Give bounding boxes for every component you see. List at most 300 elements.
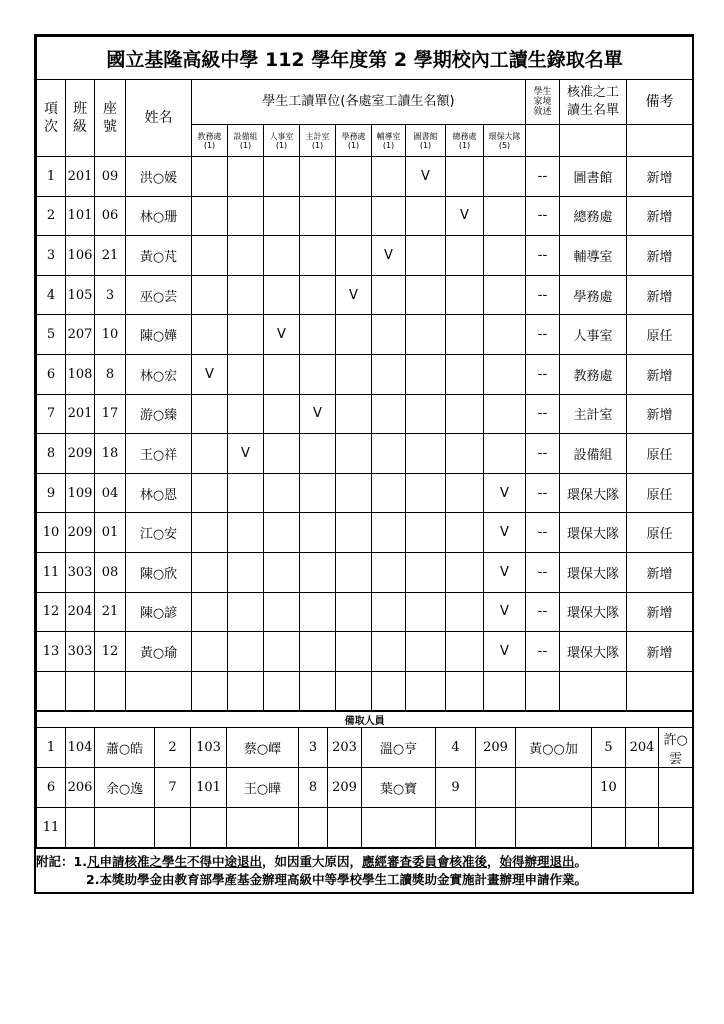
unit-cell (372, 513, 406, 553)
student-name: 林○恩 (126, 473, 192, 513)
approved-unit: 學務處 (560, 275, 627, 315)
item-number: 1 (37, 157, 66, 197)
unit-cell (336, 157, 372, 197)
alt-class: 104 (66, 728, 95, 768)
table-row (37, 354, 693, 394)
check-mark: V (300, 394, 336, 434)
unit-cell (406, 513, 446, 553)
alt-name (362, 808, 436, 848)
header-seat: 座號 (95, 80, 126, 157)
unit-cell (484, 434, 526, 474)
class-code: 303 (66, 552, 95, 592)
student-name: 江○安 (126, 513, 192, 553)
student-name: 陳○諺 (126, 592, 192, 632)
unit-cell (228, 157, 264, 197)
alt-class: 101 (191, 768, 227, 808)
unit-cell (446, 236, 484, 276)
class-code: 101 (66, 196, 95, 236)
unit-quota: (1) (311, 140, 324, 150)
table-row (37, 434, 693, 474)
unit-cell (484, 354, 526, 394)
unit-cell (336, 236, 372, 276)
table-row (37, 592, 693, 632)
approved-unit: 環保大隊 (560, 552, 627, 592)
item-number: 2 (37, 196, 66, 236)
unit-cell (300, 354, 336, 394)
alt-class (191, 808, 227, 848)
remark: 原任 (627, 315, 693, 355)
unit-name: 環保大隊 (488, 131, 521, 141)
unit-cell (372, 196, 406, 236)
unit-cell (228, 236, 264, 276)
alt-name: 許○雲 (659, 728, 693, 768)
unit-cell (192, 196, 228, 236)
alt-class: 204 (626, 728, 659, 768)
narrative: -- (526, 592, 560, 632)
unit-cell (228, 354, 264, 394)
unit-cell (372, 592, 406, 632)
approved-unit: 輔導室 (560, 236, 627, 276)
approved-unit: 圖書館 (560, 157, 627, 197)
approved-unit: 環保大隊 (560, 632, 627, 672)
table-row (37, 552, 693, 592)
empty-header-cell (526, 125, 560, 157)
alt-name: 蔡○嶧 (227, 728, 299, 768)
check-mark: V (406, 157, 446, 197)
unit-cell (406, 632, 446, 672)
alt-number (436, 808, 476, 848)
note-line-2: 2.本獎助學金由教育部學產基金辦理高級中等學校學生工讀獎助金實施計畫辦理申請作業。 (86, 872, 587, 888)
remark: 新增 (627, 632, 693, 672)
item-number: 4 (37, 275, 66, 315)
unit-cell (446, 315, 484, 355)
unit-cell (228, 513, 264, 553)
unit-quota: (1) (458, 140, 471, 150)
unit-name: 輔導室 (376, 131, 401, 141)
unit-cell (300, 513, 336, 553)
alternates-label: 備取人員 (37, 712, 693, 728)
table-row (37, 196, 693, 236)
approved-unit: 環保大隊 (560, 473, 627, 513)
unit-header-cell (372, 125, 406, 157)
unit-cell (228, 552, 264, 592)
unit-cell (300, 315, 336, 355)
unit-cell (406, 434, 446, 474)
seat-number: 18 (95, 434, 126, 474)
narrative: -- (526, 315, 560, 355)
unit-cell (446, 275, 484, 315)
unit-cell (372, 315, 406, 355)
unit-quota: (1) (382, 140, 395, 150)
unit-cell (336, 552, 372, 592)
alt-name (516, 768, 592, 808)
unit-cell (300, 434, 336, 474)
unit-cell (264, 275, 300, 315)
alt-class (626, 768, 659, 808)
student-name: 王○祥 (126, 434, 192, 474)
student-name: 林○珊 (126, 196, 192, 236)
alternates-rows (37, 728, 693, 848)
item-number: 5 (37, 315, 66, 355)
table-row (37, 632, 693, 672)
approved-unit: 設備組 (560, 434, 627, 474)
unit-cell (228, 275, 264, 315)
unit-cell (446, 632, 484, 672)
student-rows (37, 157, 693, 672)
unit-cell (406, 275, 446, 315)
narrative: -- (526, 473, 560, 513)
unit-name: 教務處 (197, 131, 222, 141)
table-row (37, 513, 693, 553)
check-mark: V (372, 236, 406, 276)
item-number: 7 (37, 394, 66, 434)
blank-row (37, 671, 693, 711)
alt-number: 8 (299, 768, 328, 808)
unit-cell (192, 632, 228, 672)
alt-number: 7 (155, 768, 191, 808)
unit-cell (406, 354, 446, 394)
alt-number: 6 (37, 768, 66, 808)
narrative: -- (526, 196, 560, 236)
unit-cell (372, 434, 406, 474)
alt-name: 余○逸 (95, 768, 155, 808)
item-number: 12 (37, 592, 66, 632)
unit-cell (228, 632, 264, 672)
check-mark: V (484, 513, 526, 553)
item-number: 3 (37, 236, 66, 276)
unit-cell (372, 552, 406, 592)
remark: 新增 (627, 196, 693, 236)
unit-cell (406, 394, 446, 434)
unit-name: 人事室 (269, 131, 294, 141)
unit-cell (264, 632, 300, 672)
unit-cell (336, 632, 372, 672)
alt-name (659, 808, 693, 848)
item-number: 11 (37, 552, 66, 592)
class-code: 108 (66, 354, 95, 394)
alt-number: 4 (436, 728, 476, 768)
approved-unit: 主計室 (560, 394, 627, 434)
remark: 原任 (627, 473, 693, 513)
unit-cell (484, 315, 526, 355)
unit-cell (192, 434, 228, 474)
remark: 新增 (627, 552, 693, 592)
unit-cell (372, 157, 406, 197)
approved-unit: 人事室 (560, 315, 627, 355)
check-mark: V (192, 354, 228, 394)
item-number: 10 (37, 513, 66, 553)
unit-cell (336, 394, 372, 434)
alt-class (328, 808, 362, 848)
remark: 原任 (627, 513, 693, 553)
unit-cell (372, 632, 406, 672)
alt-number (592, 808, 626, 848)
seat-number: 12 (95, 632, 126, 672)
unit-cell (446, 157, 484, 197)
unit-cell (300, 196, 336, 236)
alt-number (155, 808, 191, 848)
check-mark: V (484, 552, 526, 592)
unit-cell (192, 157, 228, 197)
student-name: 黃○瑜 (126, 632, 192, 672)
unit-cell (228, 394, 264, 434)
unit-cell (228, 196, 264, 236)
unit-cell (264, 513, 300, 553)
item-number: 13 (37, 632, 66, 672)
unit-cell (300, 236, 336, 276)
narrative: -- (526, 157, 560, 197)
remark: 新增 (627, 275, 693, 315)
unit-name: 總務處 (452, 131, 477, 141)
unit-name: 主計室 (305, 131, 330, 141)
unit-cell (484, 236, 526, 276)
unit-name: 設備組 (233, 131, 258, 141)
seat-number: 21 (95, 236, 126, 276)
unit-cell (336, 354, 372, 394)
header-narrative: 學生家境敘述 (526, 80, 560, 125)
unit-header-cell (484, 125, 526, 157)
unit-cell (406, 196, 446, 236)
alt-number: 11 (37, 808, 66, 848)
narrative: -- (526, 394, 560, 434)
notes (36, 848, 692, 892)
unit-cell (406, 473, 446, 513)
empty-header-cell (560, 125, 627, 157)
seat-number: 08 (95, 552, 126, 592)
check-mark: V (446, 196, 484, 236)
unit-cell (264, 394, 300, 434)
unit-cell (192, 473, 228, 513)
alt-name (227, 808, 299, 848)
class-code: 303 (66, 632, 95, 672)
seat-number: 8 (95, 354, 126, 394)
item-number: 9 (37, 473, 66, 513)
seat-number: 01 (95, 513, 126, 553)
seat-number: 10 (95, 315, 126, 355)
seat-number: 06 (95, 196, 126, 236)
class-code: 209 (66, 513, 95, 553)
unit-cell (336, 315, 372, 355)
unit-cell (336, 434, 372, 474)
class-code: 207 (66, 315, 95, 355)
unit-cell (264, 552, 300, 592)
remark: 新增 (627, 236, 693, 276)
unit-header-cell (300, 125, 336, 157)
remark: 新增 (627, 157, 693, 197)
table-row (37, 315, 693, 355)
unit-cell (406, 592, 446, 632)
narrative: -- (526, 513, 560, 553)
remark: 新增 (627, 394, 693, 434)
page-title: 國立基隆高級中學 112 學年度第 2 學期校內工讀生錄取名單 (37, 37, 693, 80)
unit-cell (192, 513, 228, 553)
class-code: 106 (66, 236, 95, 276)
header-remark: 備考 (627, 80, 693, 125)
alternates-row (37, 768, 693, 808)
alt-class: 203 (328, 728, 362, 768)
note-line-1: 附記：1.凡申請核准之學生不得中途退出，如因重大原因，應經審查委員會核准後，始得辦理退出。 (36, 854, 588, 870)
remark: 新增 (627, 592, 693, 632)
remark: 新增 (627, 354, 693, 394)
alt-class: 209 (328, 768, 362, 808)
class-code: 109 (66, 473, 95, 513)
unit-cell (372, 275, 406, 315)
alt-name: 蕭○皓 (95, 728, 155, 768)
seat-number: 17 (95, 394, 126, 434)
alt-name: 溫○亨 (362, 728, 436, 768)
unit-header-cell (406, 125, 446, 157)
table-row (37, 275, 693, 315)
header-name: 姓名 (126, 80, 192, 157)
seat-number: 04 (95, 473, 126, 513)
unit-cell (192, 552, 228, 592)
unit-cell (372, 473, 406, 513)
unit-quota: (1) (347, 140, 360, 150)
unit-cell (192, 236, 228, 276)
header-units-group: 學生工讀單位(各處室工讀生名額) (192, 80, 526, 125)
alt-class (626, 808, 659, 848)
class-code: 209 (66, 434, 95, 474)
narrative: -- (526, 552, 560, 592)
unit-quota: (1) (203, 140, 216, 150)
unit-cell (484, 157, 526, 197)
unit-name: 學務處 (341, 131, 366, 141)
enrollment-document (34, 34, 694, 894)
unit-header-cell (264, 125, 300, 157)
unit-cell (228, 473, 264, 513)
unit-cell (300, 592, 336, 632)
unit-cell (406, 236, 446, 276)
alt-class: 209 (476, 728, 516, 768)
unit-cell (446, 394, 484, 434)
alternates-row (37, 808, 693, 848)
unit-quota: (1) (239, 140, 252, 150)
student-name: 游○臻 (126, 394, 192, 434)
seat-number: 3 (95, 275, 126, 315)
approved-unit: 環保大隊 (560, 513, 627, 553)
unit-cell (192, 315, 228, 355)
unit-cell (446, 354, 484, 394)
unit-cell (228, 315, 264, 355)
enrollment-table (36, 36, 693, 711)
alt-class (476, 768, 516, 808)
table-row (37, 473, 693, 513)
check-mark: V (264, 315, 300, 355)
item-number: 8 (37, 434, 66, 474)
unit-cell (446, 592, 484, 632)
class-code: 201 (66, 157, 95, 197)
table-row (37, 394, 693, 434)
alt-number: 5 (592, 728, 626, 768)
header-class: 班級 (66, 80, 95, 157)
unit-header-cell (228, 125, 264, 157)
class-code: 201 (66, 394, 95, 434)
table-row (37, 236, 693, 276)
approved-unit: 環保大隊 (560, 592, 627, 632)
unit-cell (372, 354, 406, 394)
alt-name (659, 768, 693, 808)
unit-cell (228, 592, 264, 632)
alternates-table (36, 711, 693, 848)
alt-name: 王○曄 (227, 768, 299, 808)
alt-number: 10 (592, 768, 626, 808)
alt-class: 206 (66, 768, 95, 808)
student-name: 林○宏 (126, 354, 192, 394)
unit-cell (336, 592, 372, 632)
header-approved: 核准之工讀生名單 (560, 80, 627, 125)
unit-cell (300, 632, 336, 672)
student-name: 巫○芸 (126, 275, 192, 315)
alt-number: 1 (37, 728, 66, 768)
unit-cell (446, 513, 484, 553)
seat-number: 21 (95, 592, 126, 632)
unit-cell (192, 394, 228, 434)
unit-header-cell (192, 125, 228, 157)
unit-cell (300, 157, 336, 197)
student-name: 陳○嬅 (126, 315, 192, 355)
check-mark: V (228, 434, 264, 474)
header-item: 項次 (37, 80, 66, 157)
unit-cell (300, 275, 336, 315)
alt-class (66, 808, 95, 848)
alt-name (95, 808, 155, 848)
narrative: -- (526, 236, 560, 276)
unit-cell (264, 236, 300, 276)
unit-cell (372, 394, 406, 434)
unit-cell (484, 196, 526, 236)
unit-header-cell (336, 125, 372, 157)
approved-unit: 教務處 (560, 354, 627, 394)
alt-class: 103 (191, 728, 227, 768)
class-code: 204 (66, 592, 95, 632)
unit-cell (446, 473, 484, 513)
narrative: -- (526, 354, 560, 394)
unit-cell (300, 473, 336, 513)
check-mark: V (336, 275, 372, 315)
remark: 原任 (627, 434, 693, 474)
narrative: -- (526, 632, 560, 672)
alt-name (516, 808, 592, 848)
unit-cell (264, 473, 300, 513)
narrative: -- (526, 275, 560, 315)
unit-cell (406, 552, 446, 592)
unit-cell (264, 434, 300, 474)
alt-name: 黃○○加 (516, 728, 592, 768)
alt-number (299, 808, 328, 848)
approved-unit: 總務處 (560, 196, 627, 236)
table-row (37, 157, 693, 197)
check-mark: V (484, 473, 526, 513)
student-name: 陳○欣 (126, 552, 192, 592)
alt-name: 葉○寶 (362, 768, 436, 808)
unit-quota: (1) (419, 140, 432, 150)
check-mark: V (484, 632, 526, 672)
unit-cell (484, 275, 526, 315)
seat-number: 09 (95, 157, 126, 197)
item-number: 6 (37, 354, 66, 394)
alternates-row (37, 728, 693, 768)
alt-number: 2 (155, 728, 191, 768)
unit-cell (336, 513, 372, 553)
unit-cell (264, 354, 300, 394)
unit-name: 圖書館 (413, 131, 438, 141)
student-name: 黃○芃 (126, 236, 192, 276)
unit-cell (446, 552, 484, 592)
check-mark: V (484, 592, 526, 632)
unit-cell (484, 394, 526, 434)
unit-cell (406, 315, 446, 355)
narrative: -- (526, 434, 560, 474)
